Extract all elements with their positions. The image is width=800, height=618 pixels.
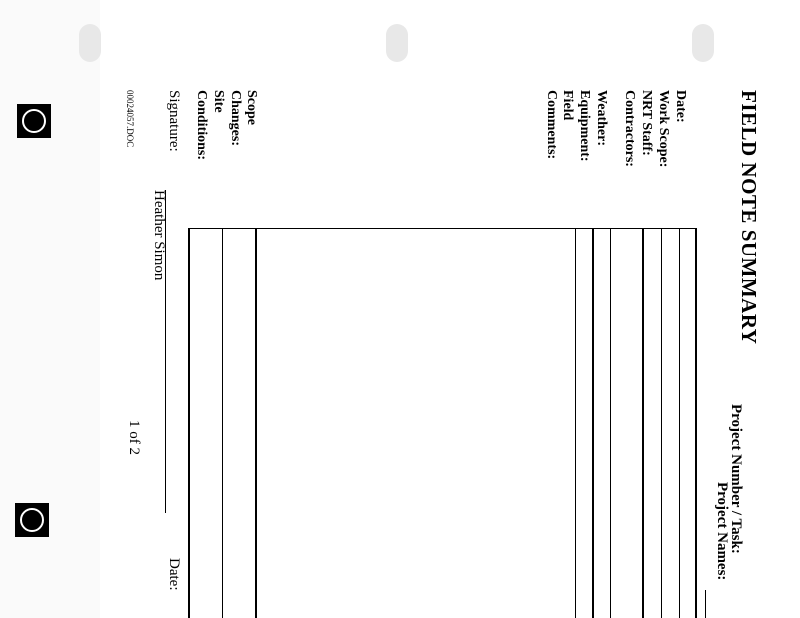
weather-label: Weather: xyxy=(594,90,609,146)
field-label: Field xyxy=(560,90,575,121)
project-number-label: Project Number / Task: xyxy=(728,404,744,554)
scope-label: Scope xyxy=(244,90,259,125)
date-bottom-label: Date: xyxy=(166,558,182,591)
conditions-label: Conditions: xyxy=(194,90,209,161)
project-number-line xyxy=(705,590,706,618)
row-line xyxy=(592,228,594,618)
row-line xyxy=(575,228,576,618)
row-line xyxy=(255,228,257,618)
work-scope-label: Work Scope: xyxy=(656,90,671,168)
row-line xyxy=(695,228,697,618)
signature-label: Signature: xyxy=(166,90,182,152)
row-line xyxy=(679,228,680,618)
equipment-label: Equipment: xyxy=(577,90,592,162)
row-line xyxy=(610,228,611,618)
signature-name: Heather Simon xyxy=(151,190,167,281)
changes-label: Changes: xyxy=(228,90,243,147)
project-names-label: Project Names: xyxy=(714,482,730,581)
row-line xyxy=(642,228,644,618)
field-frame-line xyxy=(189,228,697,229)
row-line xyxy=(222,228,223,618)
site-label: Site xyxy=(211,90,226,113)
date-label: Date: xyxy=(673,90,688,123)
row-line xyxy=(188,228,190,618)
contractors-label: Contractors: xyxy=(622,90,637,167)
comments-label: Comments: xyxy=(544,90,559,160)
page-number: 1 of 2 xyxy=(126,420,142,455)
row-line xyxy=(661,228,662,618)
document-id: 00024057.DOC xyxy=(125,90,135,148)
nrt-staff-label: NRT Staff: xyxy=(639,90,654,156)
form-title: FIELD NOTE SUMMARY xyxy=(737,90,761,345)
